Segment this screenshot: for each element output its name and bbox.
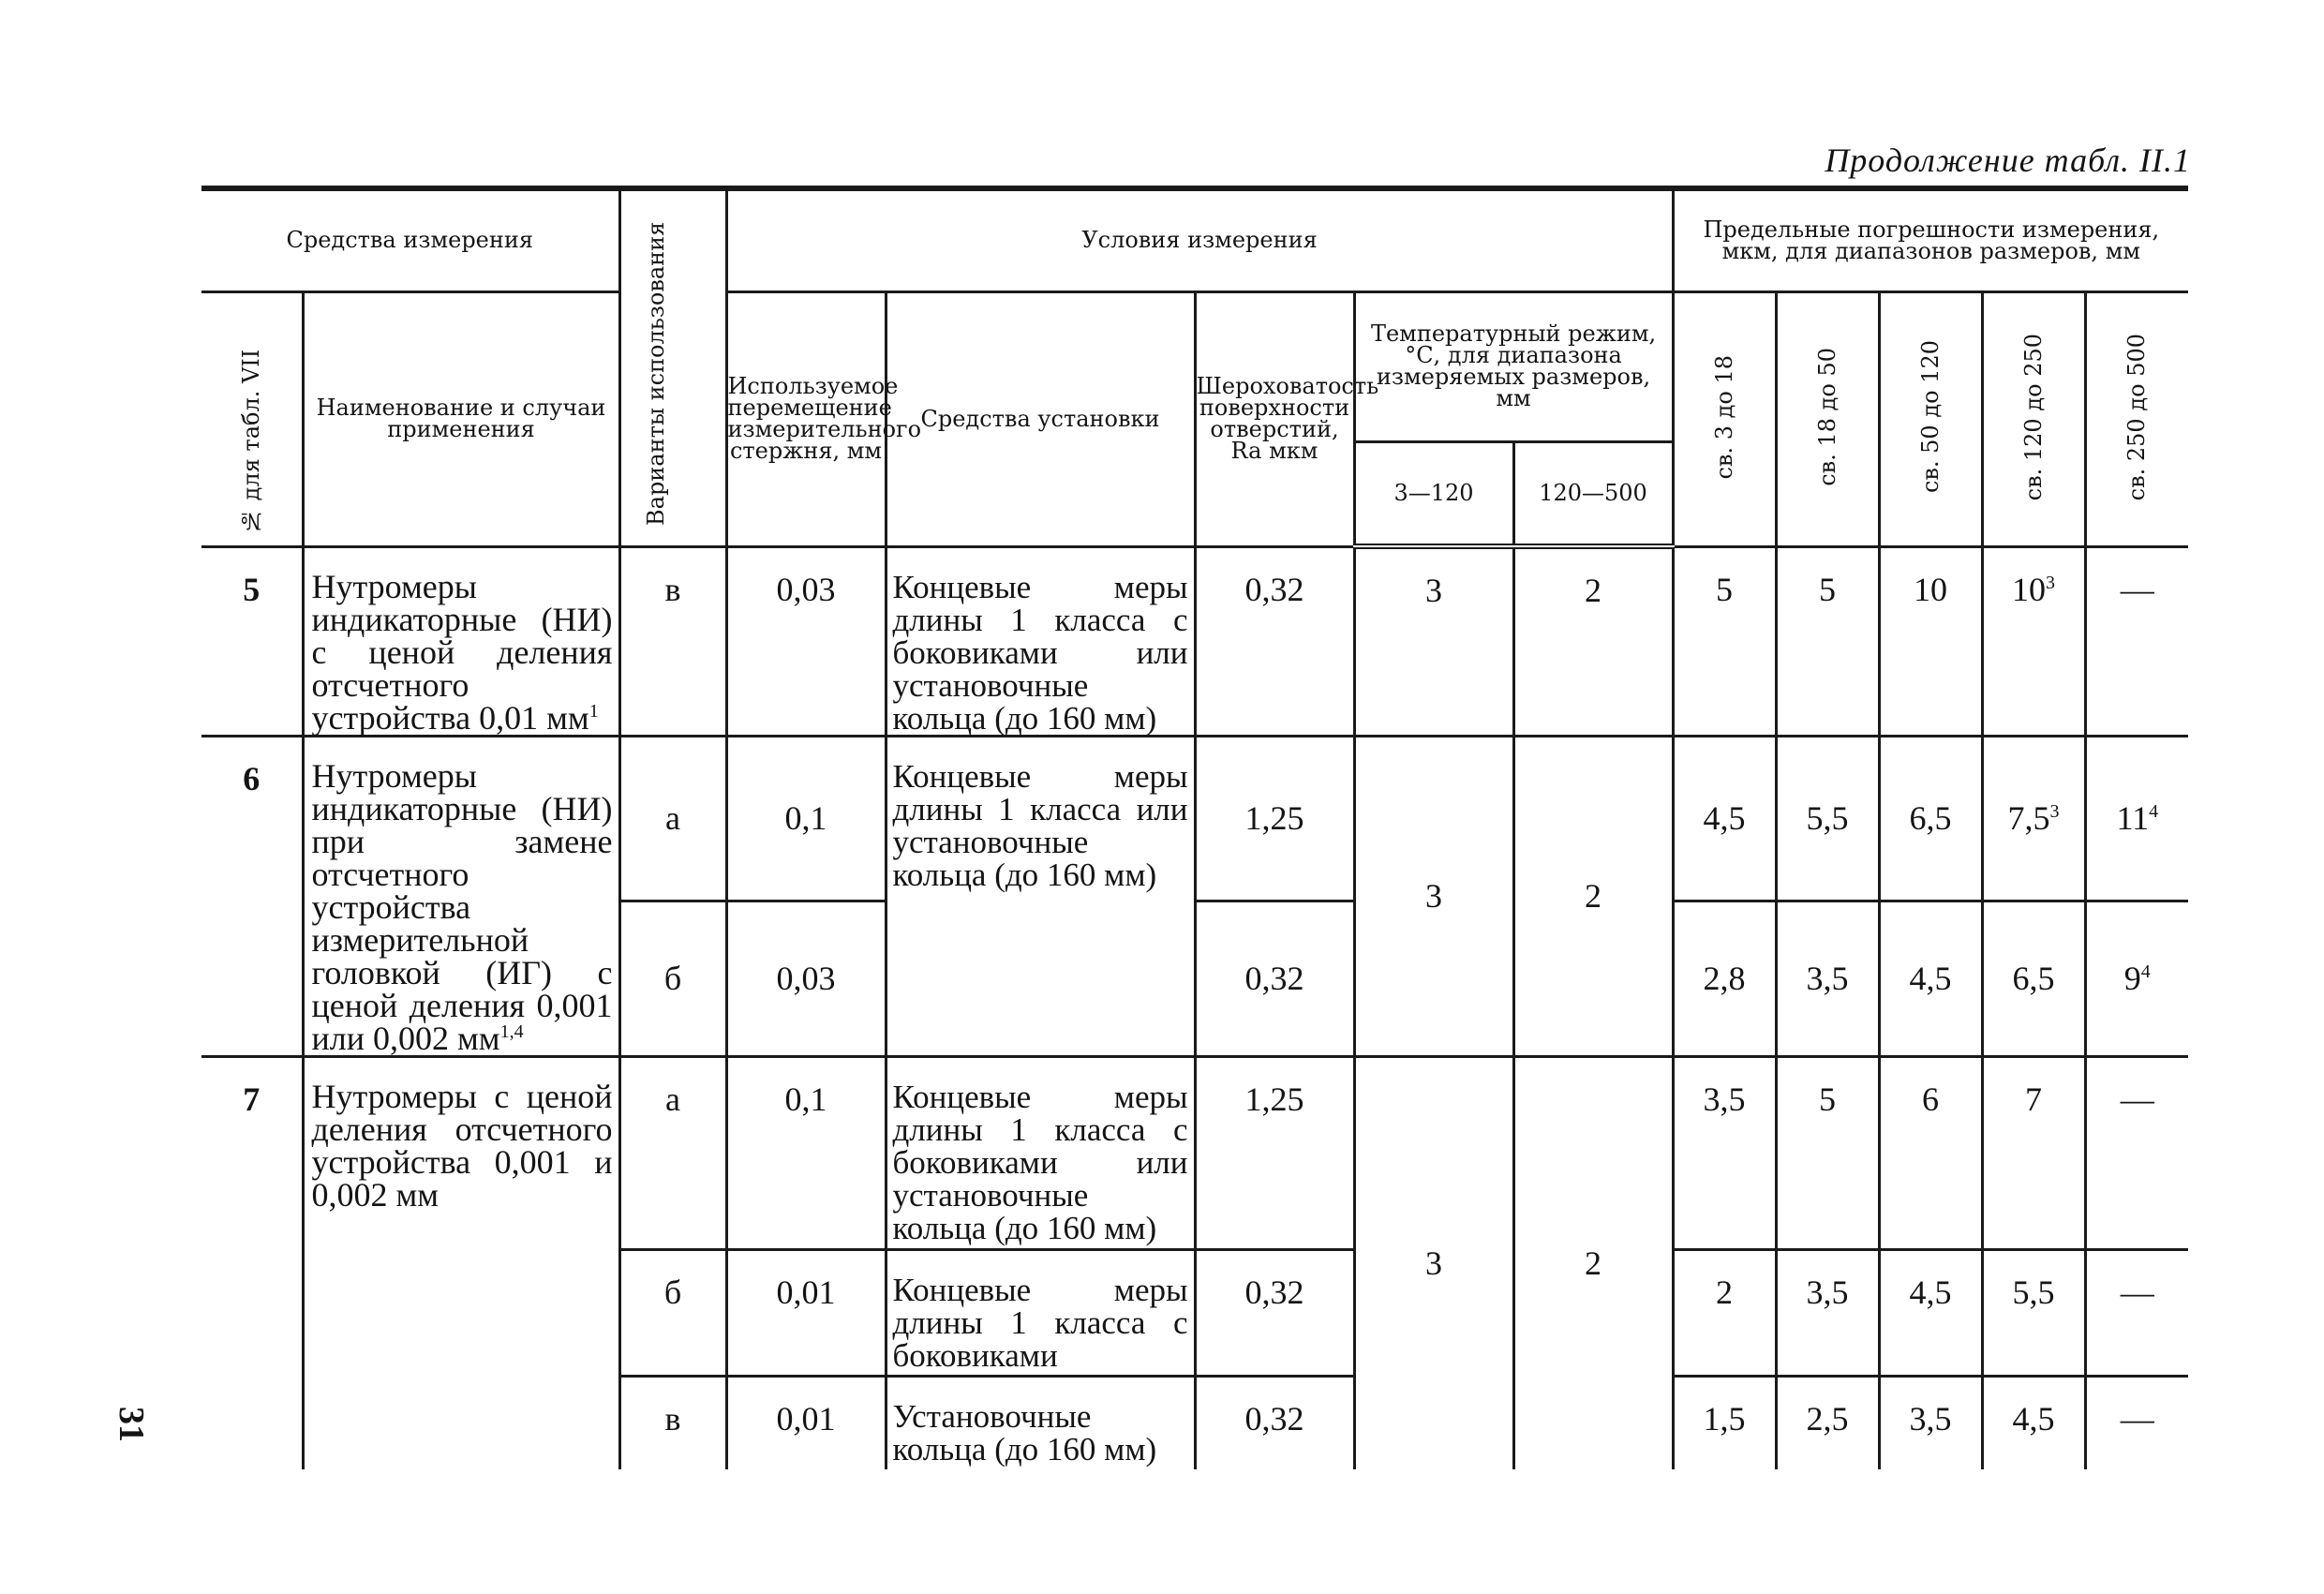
row-displacement: 0,03 [726, 546, 886, 736]
row-error-3: 10 [1879, 546, 1982, 736]
row-displacement: 0,03 [726, 901, 886, 1056]
row-setup: Концевые меры длины 1 класса с боковиками или установочные кольца (до 160 мм) [886, 546, 1195, 736]
header-group-conditions: Условия измерения [726, 188, 1673, 291]
footnote-ref: 3 [2049, 801, 2060, 823]
row-roughness: 0,32 [1195, 1249, 1354, 1376]
row-temp-2: 2 [1513, 736, 1673, 1056]
row-error-4 [1982, 736, 2085, 901]
row-error-5 [2085, 736, 2188, 901]
row-error-4 [1982, 546, 2085, 736]
header-temp-range-1: 3—120 [1354, 441, 1513, 546]
row-temp-2: 2 [1513, 1056, 1673, 1469]
header-col-no [201, 291, 303, 546]
header-size-5-text: св. 250 до 500 [2123, 333, 2151, 501]
footnote-ref: 1 [588, 700, 599, 722]
row-roughness: 1,25 [1195, 1056, 1354, 1249]
row-error-3: 3,5 [1879, 1376, 1982, 1469]
footnote-ref: 1,4 [499, 1020, 524, 1042]
header-col-displacement: Используемое перемещение измерительного стержня, мм [726, 291, 886, 546]
row-name-text: Нутромеры индикаторные (НИ) с ценой деления отсчетного устройства 0,01 мм [311, 567, 613, 737]
row-displacement: 0,01 [726, 1249, 886, 1376]
row-error-4: 6,5 [1982, 901, 2085, 1056]
row-error-4: 4,5 [1982, 1376, 2085, 1469]
row-variant: б [619, 1249, 726, 1376]
row-roughness: 0,32 [1195, 1376, 1354, 1469]
row-error-5: — [2085, 546, 2188, 736]
row-error-1: 4,5 [1673, 736, 1776, 901]
header-col-variant [619, 188, 726, 546]
row-error-2: 3,5 [1776, 901, 1879, 1056]
row-no: 6 [201, 736, 303, 1056]
row-temp-1: 3 [1354, 736, 1513, 1056]
row-name: Нутромеры с ценой деления отсчетного устройства 0,001 и 0,002 мм [303, 1056, 619, 1469]
row-name [303, 546, 619, 736]
row-roughness: 1,25 [1195, 736, 1354, 901]
row-setup: Концевые меры длины 1 класса с боковиками или установочные кольца (до 160 мм) [886, 1056, 1195, 1249]
row-variant: б [619, 901, 726, 1056]
row-error-4-value: 10 [2012, 570, 2047, 608]
row-displacement: 0,01 [726, 1376, 886, 1469]
row-error-2: 5 [1776, 546, 1879, 736]
page-number: 31 [112, 1407, 151, 1442]
row-temp-1: 3 [1354, 1056, 1513, 1469]
row-error-1: 2,8 [1673, 901, 1776, 1056]
row-error-5: — [2085, 1056, 2188, 1249]
footnote-ref: 4 [2140, 961, 2151, 983]
row-displacement: 0,1 [726, 1056, 886, 1249]
header-size-5 [2085, 291, 2188, 546]
header-col-roughness: Шероховатость поверхности отверстий, Ra мкм [1195, 291, 1354, 546]
row-error-2: 3,5 [1776, 1249, 1879, 1376]
row-error-5-value: 11 [2116, 799, 2150, 838]
header-col-variant-text: Варианты использования [643, 221, 669, 526]
table-row [201, 546, 2188, 736]
measurement-table [201, 186, 2188, 1469]
row-error-1: 5 [1673, 546, 1776, 736]
row-error-3: 6 [1879, 1056, 1982, 1249]
table-row [201, 1056, 2188, 1249]
row-setup: Концевые меры длины 1 класса с боковиками [886, 1249, 1195, 1376]
row-displacement: 0,1 [726, 736, 886, 901]
header-size-4-text: св. 120 до 250 [2019, 333, 2047, 501]
header-size-3-text: св. 50 до 120 [1916, 340, 1944, 494]
header-col-name: Наименование и случаи применения [303, 291, 619, 546]
row-variant: а [619, 1056, 726, 1249]
header-size-1-text: св. 3 до 18 [1710, 354, 1737, 480]
header-size-4 [1982, 291, 2085, 546]
row-error-1: 2 [1673, 1249, 1776, 1376]
row-variant: а [619, 736, 726, 901]
footnote-ref: 4 [2149, 801, 2159, 823]
row-variant: в [619, 1376, 726, 1469]
header-temp-range-2: 120—500 [1513, 441, 1673, 546]
row-error-2: 2,5 [1776, 1376, 1879, 1469]
row-error-4: 7 [1982, 1056, 2085, 1249]
row-error-5: — [2085, 1376, 2188, 1469]
table-row [201, 736, 2188, 901]
row-setup: Концевые меры длины 1 класса или установочные кольца (до 160 мм) [886, 736, 1195, 1056]
footnote-ref: 3 [2046, 572, 2056, 593]
row-error-4: 5,5 [1982, 1249, 2085, 1376]
row-temp-1: 3 [1354, 546, 1513, 736]
row-error-4-value: 7,5 [2007, 799, 2050, 838]
continuation-title: Продолжение табл. II.1 [1825, 142, 2191, 179]
header-size-3 [1879, 291, 1982, 546]
row-error-5-value: 9 [2123, 960, 2141, 998]
header-col-no-text: № для табл. VII [237, 349, 264, 534]
row-roughness: 0,32 [1195, 901, 1354, 1056]
row-error-5: — [2085, 1249, 2188, 1376]
header-group-errors: Предельные погрешности измерения, мкм, для диапазонов размеров, мм [1673, 188, 2188, 291]
header-size-2-text: св. 18 до 50 [1813, 348, 1840, 486]
row-error-1: 1,5 [1673, 1376, 1776, 1469]
header-col-setup: Средства установки [886, 291, 1195, 546]
row-error-5 [2085, 901, 2188, 1056]
row-setup: Установочные кольца (до 160 мм) [886, 1376, 1195, 1469]
header-group-means: Средства измерения [201, 188, 619, 291]
header-col-temp: Температурный режим, °С, для диапазона измеряемых размеров, мм [1354, 291, 1673, 441]
row-no: 5 [201, 546, 303, 736]
row-variant: в [619, 546, 726, 736]
header-size-1 [1673, 291, 1776, 546]
row-error-1: 3,5 [1673, 1056, 1776, 1249]
row-error-2: 5,5 [1776, 736, 1879, 901]
row-no: 7 [201, 1056, 303, 1469]
row-error-2: 5 [1776, 1056, 1879, 1249]
row-name [303, 736, 619, 1056]
row-roughness: 0,32 [1195, 546, 1354, 736]
row-error-3: 4,5 [1879, 1249, 1982, 1376]
row-name-text: Нутромеры индикаторные (НИ) при замене отсчетного устройства измерительной головкой (ИГ) с ценой деления 0,001 или 0,002 мм [311, 756, 613, 1057]
header-size-2 [1776, 291, 1879, 546]
row-error-3: 4,5 [1879, 901, 1982, 1056]
row-error-3: 6,5 [1879, 736, 1982, 901]
row-temp-2: 2 [1513, 546, 1673, 736]
